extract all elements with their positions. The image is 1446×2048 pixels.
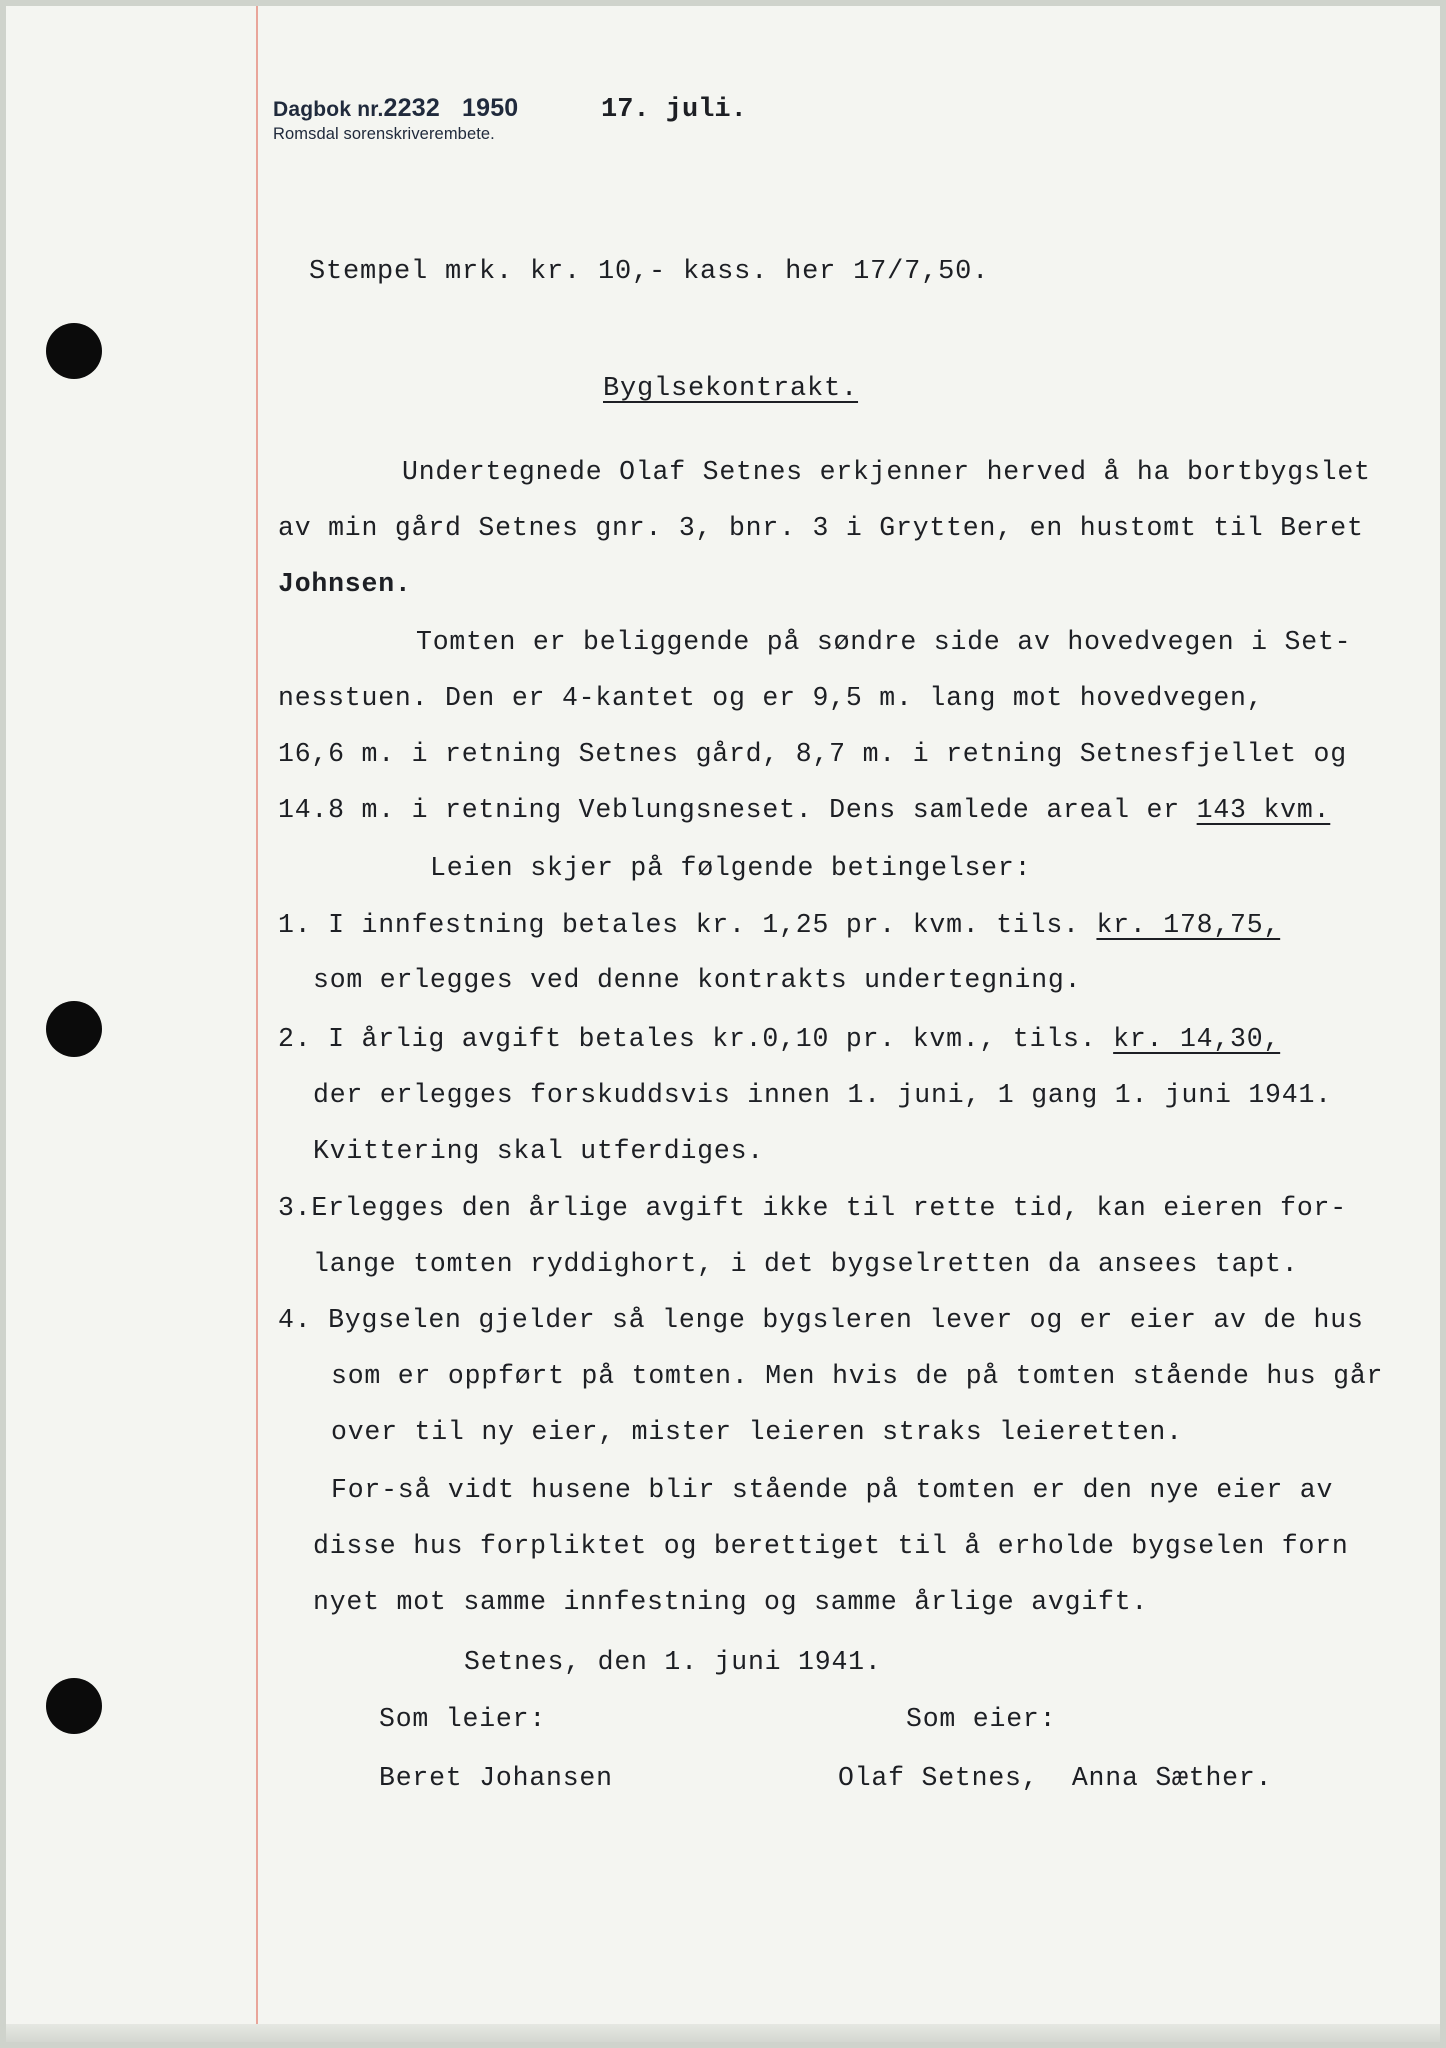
punch-hole xyxy=(46,1678,102,1734)
place-date: Setnes, den 1. juni 1941. xyxy=(464,1647,882,1677)
stamp-year: 1950 xyxy=(462,94,519,122)
owner-signatures: Olaf Setnes, Anna Sæther. xyxy=(838,1763,1273,1793)
text-line xyxy=(278,1023,1280,1055)
text-line: 4. Bygselen gjelder så lenge bygsleren lever og er eier av de hus xyxy=(278,1305,1364,1335)
margin-line xyxy=(256,6,258,2042)
text-line xyxy=(278,794,1330,826)
punch-hole xyxy=(46,323,102,379)
text-line: nyet mot samme innfestning og samme årlige avgift. xyxy=(313,1587,1149,1617)
amount-value: kr. 178,75, xyxy=(1096,910,1281,940)
text-line: der erlegges forskuddsvis innen 1. juni, 1 gang 1. juni 1941. xyxy=(313,1080,1332,1110)
registry-stamp xyxy=(273,94,518,144)
text-line xyxy=(278,909,1280,941)
text-line: 3.Erlegges den årlige avgift ikke til rette tid, kan eieren for- xyxy=(278,1193,1347,1223)
tenant-label: Som leier: xyxy=(379,1704,547,1734)
text-line: Johnsen. xyxy=(278,569,412,599)
owner-label: Som eier: xyxy=(906,1704,1057,1734)
text-line: Undertegnede Olaf Setnes erkjenner herved å ha bortbygslet xyxy=(402,457,1371,487)
document-page xyxy=(6,6,1440,2042)
text-line: Kvittering skal utferdiges. xyxy=(313,1136,764,1166)
text-segment: 1. I innfestning betales kr. 1,25 pr. kvm. tils. xyxy=(278,910,1097,940)
stamp-date: 17. juli. xyxy=(601,95,747,125)
stamp-number: 2232 xyxy=(383,94,440,122)
punch-hole xyxy=(46,1001,102,1057)
text-line: For-så vidt husene blir stående på tomten er den nye eier av xyxy=(331,1475,1334,1505)
text-line: 16,6 m. i retning Setnes gård, 8,7 m. i retning Setnesfjellet og xyxy=(278,739,1347,769)
text-line: Leien skjer på følgende betingelser: xyxy=(430,853,1032,883)
tenant-signature: Beret Johansen xyxy=(379,1763,613,1793)
text-line: nesstuen. Den er 4-kantet og er 9,5 m. lang mot hovedvegen, xyxy=(278,683,1264,713)
text-line: som erlegges ved denne kontrakts undertegning. xyxy=(313,965,1082,995)
stamp-duty-note: Stempel mrk. kr. 10,- kass. her 17/7,50. xyxy=(309,257,990,287)
text-segment: 14.8 m. i retning Veblungsneset. Dens samlede areal er xyxy=(278,795,1197,825)
text-line: over til ny eier, mister leieren straks leieretten. xyxy=(331,1417,1183,1447)
text-line: som er oppført på tomten. Men hvis de på tomten stående hus går xyxy=(331,1361,1384,1391)
text-line: Tomten er beliggende på søndre side av hovedvegen i Set- xyxy=(416,627,1352,657)
amount-value: kr. 14,30, xyxy=(1113,1024,1281,1054)
text-line: av min gård Setnes gnr. 3, bnr. 3 i Grytten, en hustomt til Beret xyxy=(278,513,1364,543)
text-line: disse hus forpliktet og berettiget til å erholde bygselen forn xyxy=(313,1531,1349,1561)
stamp-label: Dagbok nr. xyxy=(273,98,384,121)
text-line: lange tomten ryddighort, i det bygselretten da ansees tapt. xyxy=(313,1249,1299,1279)
area-value: 143 kvm. xyxy=(1196,795,1331,825)
text-segment: 2. I årlig avgift betales kr.0,10 pr. kvm., tils. xyxy=(278,1024,1114,1054)
stamp-office: Romsdal sorenskriverembete. xyxy=(273,125,495,143)
document-title: Byglsekontrakt. xyxy=(603,374,859,404)
